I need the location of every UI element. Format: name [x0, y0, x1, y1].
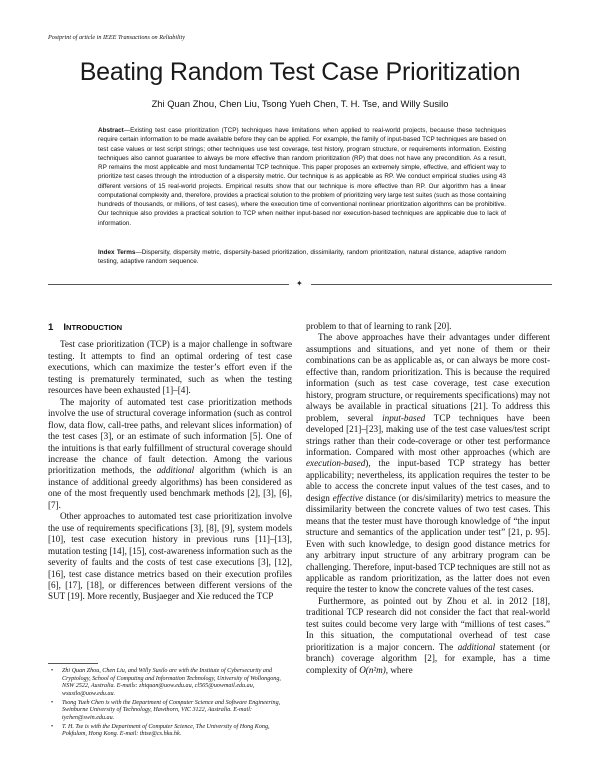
emphasis: execution-based — [306, 458, 366, 469]
paper-authors: Zhi Quan Zhou, Chen Liu, Tsong Yueh Chen, T. H. Tse, and Willy Susilo — [151, 98, 449, 109]
right-column — [306, 321, 550, 676]
left-column — [48, 318, 292, 603]
abstract-text: —Existing test case prioritization (TCP) techniques have limitations when applied to real-world projects, because these techniques require certain information to be made available before they can be applied. For example, the family of input-based TCP techniques are based on test case values or test script strings; other techniques use test coverage, test history, program structure, or requirements information. Existing techniques also cannot guarantee to always be more effective than random prioritization (RP) that does not have any precondition. As a result, RP remains the most applicable and most fundamental TCP technique. This paper proposes an extremely simple, effective, and efficient way to prioritize test cases through the introduction of a dispersity metric. Our technique is as applicable as RP. We conduct empirical studies using 43 different versions of 15 real-world projects. Empirical results show that our technique is more effective than RP. Our algorithm has a linear computational complexity and, therefore, provides a practical solution to the problem of prioritizing very large test suites (such as those containing hundreds of thousands, or millions, of test cases), where the execution time of conventional nonlinear prioritization algorithms can be prohibitive. Our technique also provides a practical solution to TCP when neither input-based nor execution-based techniques are applicable due to lack of information. — [98, 127, 506, 227]
emphasis: additional — [156, 465, 195, 476]
emphasis: additional — [457, 641, 496, 652]
paragraph — [48, 397, 292, 512]
paragraph — [306, 332, 550, 595]
divider-diamond-icon: ✦ — [296, 279, 303, 288]
emphasis: input-based — [382, 412, 426, 423]
section-title-rest: NTRODUCTION — [66, 323, 123, 332]
paragraph — [306, 596, 550, 676]
footnotes — [48, 668, 292, 740]
index-terms-label: Index Terms — [98, 249, 136, 256]
text-run: statement (or branch) coverage algorithm [2], for example, has a time complexity of — [306, 641, 550, 675]
index-terms-text: —Dispersity, dispersity metric, dispersity-based prioritization, dissimilarity, random prioritization, natural distance, adaptive random testing, adaptive random sequence. — [98, 249, 506, 266]
text-run: distance (or dis/similarity) metrics to measure the dissimilarity between the concrete values of two test cases. This means that the tester must have thorough knowledge of “the input structure and semantics of the application under test” [21, p. 95]. Even with such knowledge, to design good distance metrics for any arbitrary input structure of any arbitrary program can be challenging. Therefore, input-based TCP techniques are still not as applicable as random prioritization, as the latter does not even require the tester to know the concrete values of the test cases. — [306, 492, 550, 595]
text-run: The majority of automated test case prioritization methods involve the use of structural coverage information (such as control flow, data flow, call-tree paths, and relevant slices information) of the test cases [3], or an estimate of such information [5]. One of the intuitions is that early fulfillment of structural coverage should increase the chance of fault detection. Among the various prioritization methods, the — [48, 396, 292, 476]
paragraph: Other approaches to automated test case prioritization involve the use of requirements specifications [3], [8], [9], system models [10], test case execution history in previous runs [11]–[13], mutation testing [14], [15], cost-awareness information such as the severity of faults and the costs of test case executions [3], [12], [16], test case distance metrics based on their execution profiles [6], [17], [18], or differences between different versions of the SUT [19]. More recently, Busjaeger and Xie reduced the TCP — [48, 511, 292, 602]
emphasis: effective — [332, 492, 364, 503]
section-title-initial: I — [63, 322, 67, 333]
paragraph: problem to that of learning to rank [20]. — [306, 321, 452, 331]
footnote-rule — [48, 663, 98, 664]
text-run: Furthermore, as pointed out by Zhou et al. in 2012 [18], traditional TCP research did not consider the fact that real-world test suites could become very large with “millions of test cases.” In this situation, the computational overhead of test case prioritization is a major concern. The — [306, 595, 550, 652]
footnote — [48, 700, 292, 723]
math-expression: O(n²m) — [359, 664, 386, 675]
divider-line-right — [311, 284, 552, 285]
footnote — [48, 668, 292, 698]
abstract — [98, 126, 506, 228]
text-run: algorithm (which is an instance of additional greedy algorithms) has been considered as one of the most frequently used benchmark methods [2], [3], [6], [7]. — [48, 465, 292, 510]
text-run: TCP techniques have been developed [21]–[23], making use of the test case values/test script strings rather than their code-coverage or other test performance information. Compared with most other approaches (which are — [306, 412, 551, 457]
abstract-label: Abstract — [98, 127, 124, 134]
text-run: , where — [385, 664, 413, 675]
preprint-note: Postprint of article in IEEE Transactions on Reliability — [48, 34, 185, 41]
divider-line-left — [48, 284, 289, 285]
footnote-text: T. H. Tse is with the Department of Computer Science, The University of Hong Kong, Pokfulam, Hong Kong. E-mail: thtse@cs.hku.hk. — [62, 723, 270, 737]
paragraph: Test case prioritization (TCP) is a major challenge in software testing. It attempts to find an optimal ordering of test case executions, which can maximize the tester’s effort even if the testing is prematurely terminated, such as when the testing resources have been exhausted [1]–[4]. — [48, 339, 292, 396]
bullet-icon: • — [51, 699, 54, 706]
section-number: 1 — [48, 322, 54, 333]
section-divider — [48, 279, 552, 288]
text-run: ), the input-based TCP strategy has better applicability; nevertheless, its application requires the tester to be able to access the concrete input values of the test cases, and to design — [306, 458, 550, 503]
bullet-icon: • — [51, 723, 54, 730]
footnote-text: Tsong Yueh Chen is with the Department of Computer Science and Software Engineering, Swinburne University of Technology, Hawthorn, VIC 3122, Australia. E-mail: tychen@swin.edu.au. — [62, 699, 281, 721]
paper-title: Beating Random Test Case Prioritization — [79, 58, 521, 86]
footnote — [48, 724, 292, 739]
index-terms — [98, 248, 506, 267]
text-run: The above approaches have their advantages under different assumptions and situations, and yet none of them or their combinations can be as applicable as, or can always be more cost-effective than, random prioritization. This is because the required information (such as test case coverage, test case execution history, program structure, or requirements specifications) may not always be available in practical situations [21]. To address this problem, several — [306, 332, 550, 423]
section-heading — [48, 322, 292, 333]
footnote-text: Zhi Quan Zhou, Chen Liu, and Willy Susilo are with the Institute of Cybersecurity and Cryptology, School of Computing and Information Technology, University of Wollongong, NSW 2522, Australia. E-mails: zhiquan@uow.edu.au, cl565@uowmail.edu.au, wsusilo@uow.edu.au. — [62, 668, 281, 697]
bullet-icon: • — [51, 668, 54, 674]
